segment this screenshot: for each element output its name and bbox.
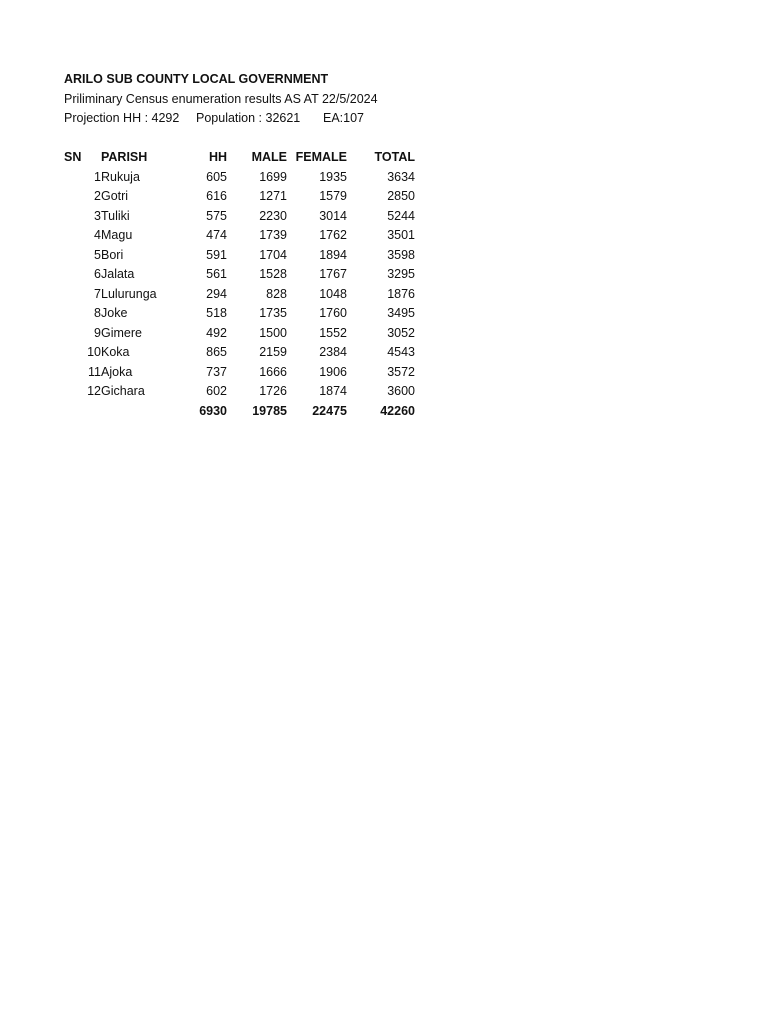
row-female: 1048	[319, 286, 347, 301]
row-sn: 5	[94, 247, 101, 262]
row-hh: 602	[206, 384, 227, 398]
row-total: 3634	[387, 169, 415, 184]
table-row	[64, 226, 415, 246]
row-female: 1767	[319, 267, 347, 281]
row-total: 1876	[387, 286, 415, 301]
row-male: 828	[266, 286, 287, 301]
table-row	[64, 285, 415, 305]
row-hh: 294	[206, 286, 227, 301]
projection-hh: Projection HH : 4292	[64, 111, 180, 125]
row-hh: 518	[206, 306, 227, 320]
totals-hh: 6930	[199, 403, 227, 418]
row-sn: 1	[94, 169, 101, 184]
document-subtitle: Priliminary Census enumeration results AS AT 22/5/2024	[64, 91, 378, 106]
row-sn: 11	[88, 364, 101, 379]
row-male: 1271	[259, 189, 287, 203]
row-total: 3598	[387, 247, 415, 262]
row-hh: 575	[206, 208, 227, 223]
row-sn: 9	[94, 325, 101, 340]
row-parish: Lulurunga	[101, 286, 157, 301]
row-female: 1762	[319, 228, 347, 242]
row-hh: 616	[206, 189, 227, 203]
row-female: 1935	[319, 169, 347, 184]
table-row	[64, 187, 415, 207]
row-hh: 591	[206, 247, 227, 262]
row-total: 2850	[387, 189, 415, 203]
row-male: 1528	[259, 267, 287, 281]
row-sn: 10	[87, 345, 101, 359]
row-male: 1699	[259, 169, 287, 184]
row-male: 1739	[259, 228, 287, 242]
table-row	[64, 168, 415, 188]
row-total: 5244	[387, 208, 415, 223]
row-male: 1735	[259, 306, 287, 320]
row-parish: Gotri	[101, 189, 129, 203]
column-header-parish: PARISH	[101, 150, 148, 164]
column-header-total: TOTAL	[374, 150, 415, 164]
row-total: 3572	[387, 364, 415, 379]
projection-population: Population : 32621	[196, 111, 301, 125]
table-row	[64, 207, 415, 227]
totals-male: 19785	[252, 403, 287, 418]
row-female: 1760	[319, 306, 347, 320]
row-parish: Magu	[101, 228, 133, 242]
table-row	[64, 324, 415, 344]
row-parish: Gimere	[101, 325, 142, 340]
row-hh: 561	[206, 267, 227, 281]
row-parish: Ajoka	[101, 364, 133, 379]
totals-total: 42260	[380, 403, 415, 418]
document-title: ARILO SUB COUNTY LOCAL GOVERNMENT	[64, 72, 329, 86]
row-hh: 474	[206, 228, 227, 242]
table-row	[64, 265, 415, 285]
totals-sn	[64, 402, 101, 422]
row-female: 1874	[319, 384, 347, 398]
table-row	[64, 363, 415, 383]
column-header-sn: SN	[64, 150, 82, 164]
census-table	[64, 148, 415, 421]
row-total: 3495	[387, 306, 415, 320]
row-male: 1726	[259, 384, 287, 398]
row-female: 1579	[319, 189, 347, 203]
row-hh: 865	[206, 345, 227, 359]
row-female: 3014	[319, 208, 347, 223]
row-sn: 7	[94, 286, 101, 301]
row-hh: 737	[206, 364, 227, 379]
table-body	[64, 168, 415, 402]
row-sn: 2	[94, 189, 101, 203]
row-male: 1704	[259, 247, 287, 262]
row-sn: 8	[94, 306, 101, 320]
row-total: 3052	[387, 325, 415, 340]
row-total: 3501	[387, 228, 415, 242]
row-sn: 4	[94, 228, 101, 242]
column-header-female: FEMALE	[295, 150, 347, 164]
totals-row	[64, 402, 415, 422]
row-male: 1666	[259, 364, 287, 379]
row-hh: 605	[206, 169, 227, 184]
row-male: 1500	[259, 325, 287, 340]
row-female: 2384	[319, 345, 347, 359]
table-header-row	[64, 148, 415, 168]
row-parish: Tuliki	[101, 208, 130, 223]
row-total: 3600	[387, 384, 415, 398]
row-male: 2230	[259, 208, 287, 223]
table-row	[64, 382, 415, 402]
row-parish: Gichara	[101, 384, 145, 398]
row-male: 2159	[259, 345, 287, 359]
row-parish: Bori	[101, 247, 124, 262]
column-header-hh: HH	[208, 150, 227, 164]
row-hh: 492	[206, 325, 227, 340]
row-female: 1894	[319, 247, 347, 262]
column-header-male: MALE	[251, 150, 287, 164]
projection-line	[64, 109, 415, 129]
totals-parish	[101, 402, 197, 422]
row-parish: Joke	[101, 306, 128, 320]
table-row	[64, 246, 415, 266]
row-sn: 3	[94, 208, 101, 223]
projection-ea: EA:107	[323, 111, 365, 125]
row-parish: Jalata	[101, 267, 135, 281]
row-total: 4543	[387, 345, 415, 359]
row-parish: Rukuja	[101, 169, 140, 184]
row-female: 1552	[319, 325, 347, 340]
row-parish: Koka	[101, 345, 130, 359]
table-row	[64, 304, 415, 324]
census-sheet	[64, 70, 415, 421]
row-sn: 6	[94, 267, 101, 281]
row-female: 1906	[319, 364, 347, 379]
table-row	[64, 343, 415, 363]
row-total: 3295	[387, 267, 415, 281]
totals-female: 22475	[312, 403, 347, 418]
row-sn: 12	[87, 384, 101, 398]
